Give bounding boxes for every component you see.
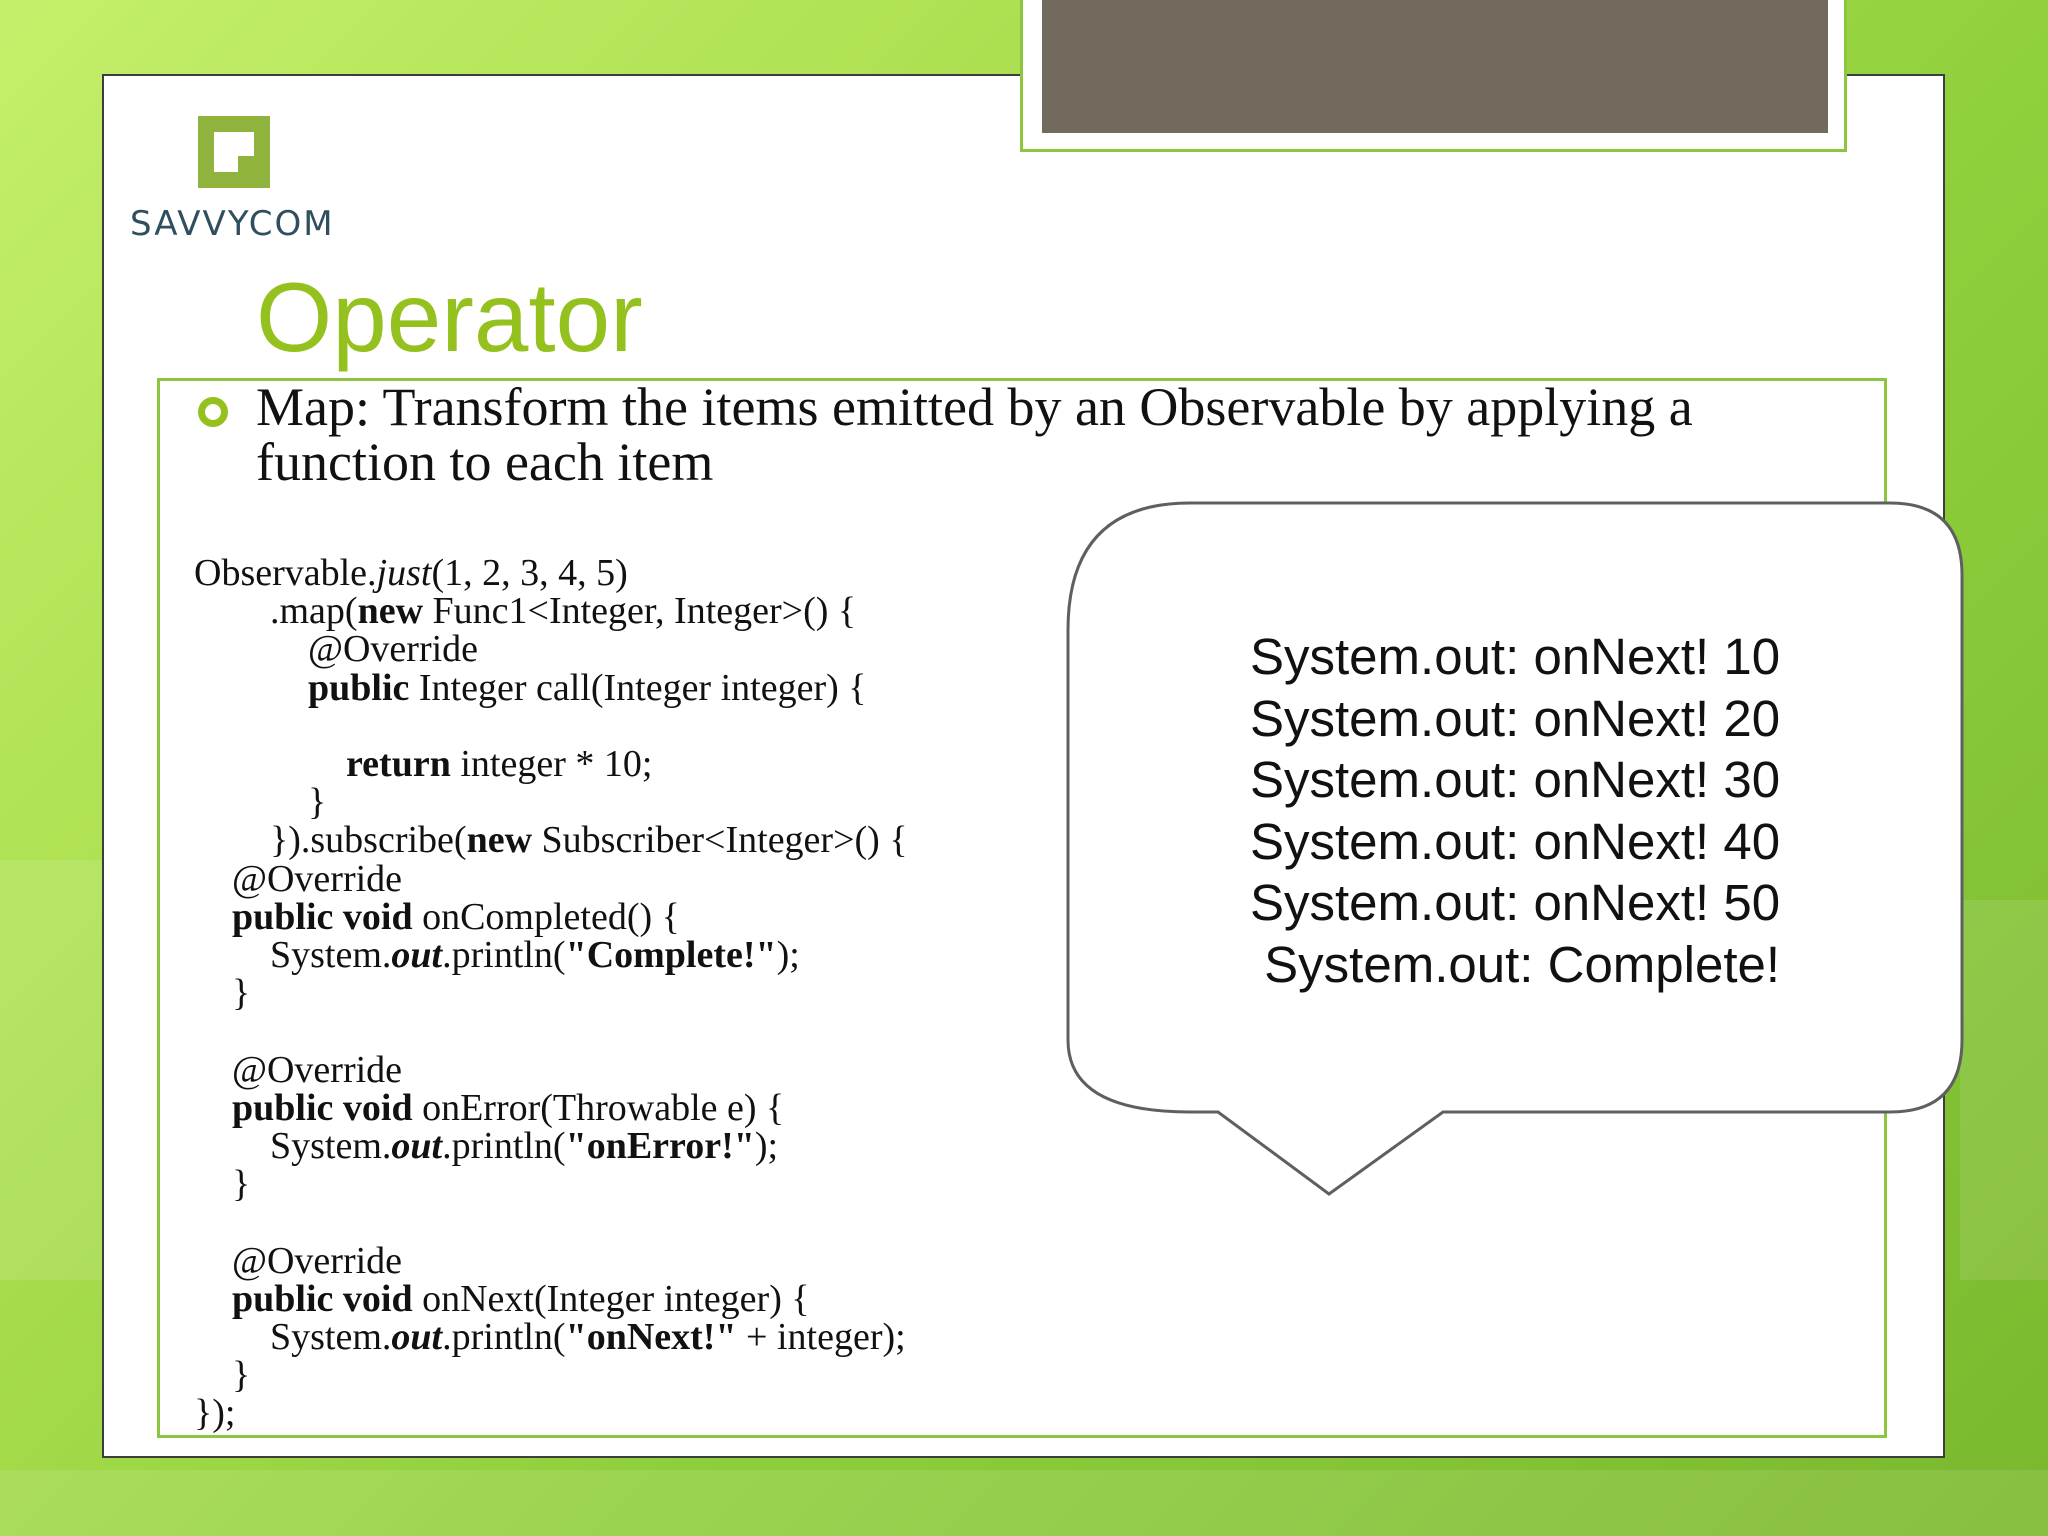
slide-title: Operator: [256, 262, 643, 372]
code-string: "Complete!": [565, 934, 777, 977]
code-token: [194, 667, 308, 709]
console-line: System.out: onNext! 40: [1250, 812, 1781, 870]
code-string: "onError!": [565, 1125, 755, 1168]
code-keyword: return: [346, 743, 451, 786]
background-shape: [0, 1470, 2048, 1536]
code-keyword: public void: [232, 1277, 413, 1320]
code-keyword: public void: [232, 1086, 413, 1129]
background-shape: [1960, 900, 2048, 1280]
console-line: System.out: Complete!: [1250, 935, 1781, 993]
code-annotation: @Override: [194, 1048, 403, 1091]
code-token: Func1<Integer, Integer>() {: [423, 590, 857, 633]
code-annotation: @Override: [194, 628, 479, 671]
code-token: .println(: [442, 934, 566, 977]
savvycom-logo-icon: [198, 116, 270, 188]
code-token: [194, 1087, 232, 1129]
console-line: System.out: onNext! 50: [1250, 874, 1781, 931]
console-line: System.out: onNext! 10: [1250, 628, 1781, 685]
bullet-icon: [198, 397, 228, 427]
code-token: [194, 896, 232, 938]
code-field: out: [391, 934, 443, 977]
code-token: );: [776, 934, 800, 977]
code-annotation: @Override: [194, 857, 403, 900]
code-token: integer * 10;: [450, 743, 653, 786]
code-token: (1, 2, 3, 4, 5): [431, 552, 628, 594]
code-token: .println(: [442, 1125, 566, 1168]
code-token: + integer);: [736, 1316, 906, 1359]
code-string: "onNext!": [565, 1316, 737, 1359]
code-token: }: [194, 972, 251, 1015]
code-token: }: [194, 1354, 251, 1397]
code-token: }).subscribe(: [194, 819, 467, 862]
code-token: System.: [194, 934, 392, 977]
code-token: Integer call(Integer integer) {: [409, 666, 867, 709]
code-keyword: new: [466, 819, 533, 862]
code-token: just: [376, 552, 432, 594]
code-token: .map(: [194, 590, 358, 633]
bullet-text: Map: Transform the items emitted by an Observable by applying a function to each item: [256, 377, 1693, 492]
code-token: }: [194, 1163, 251, 1206]
header-tab: [1020, 0, 1847, 152]
code-field: out: [391, 1316, 443, 1359]
code-annotation: @Override: [194, 1239, 403, 1282]
code-token: );: [754, 1125, 779, 1168]
console-output: [1250, 626, 1780, 995]
code-keyword: public void: [232, 895, 413, 938]
code-token: System.: [194, 1316, 392, 1359]
code-token: [194, 743, 346, 785]
code-field: out: [391, 1125, 443, 1168]
code-block: [194, 554, 908, 1433]
code-token: });: [194, 1392, 236, 1435]
code-token: Subscriber<Integer>() {: [532, 819, 908, 862]
logo-text: SAVVYCOM: [130, 204, 335, 244]
code-token: onCompleted() {: [412, 895, 680, 938]
code-keyword: public: [308, 666, 410, 709]
code-token: onError(Throwable e) {: [412, 1086, 785, 1129]
code-token: System.: [194, 1125, 392, 1168]
code-token: .println(: [442, 1316, 566, 1359]
header-tab-fill: [1042, 0, 1828, 133]
code-keyword: new: [357, 590, 424, 633]
code-token: }: [194, 781, 327, 824]
code-token: [194, 1278, 232, 1320]
code-token: onNext(Integer integer) {: [412, 1277, 810, 1320]
console-line: System.out: onNext! 20: [1250, 689, 1781, 747]
console-line: System.out: onNext! 30: [1250, 751, 1781, 808]
code-token: Observable.: [194, 552, 377, 594]
